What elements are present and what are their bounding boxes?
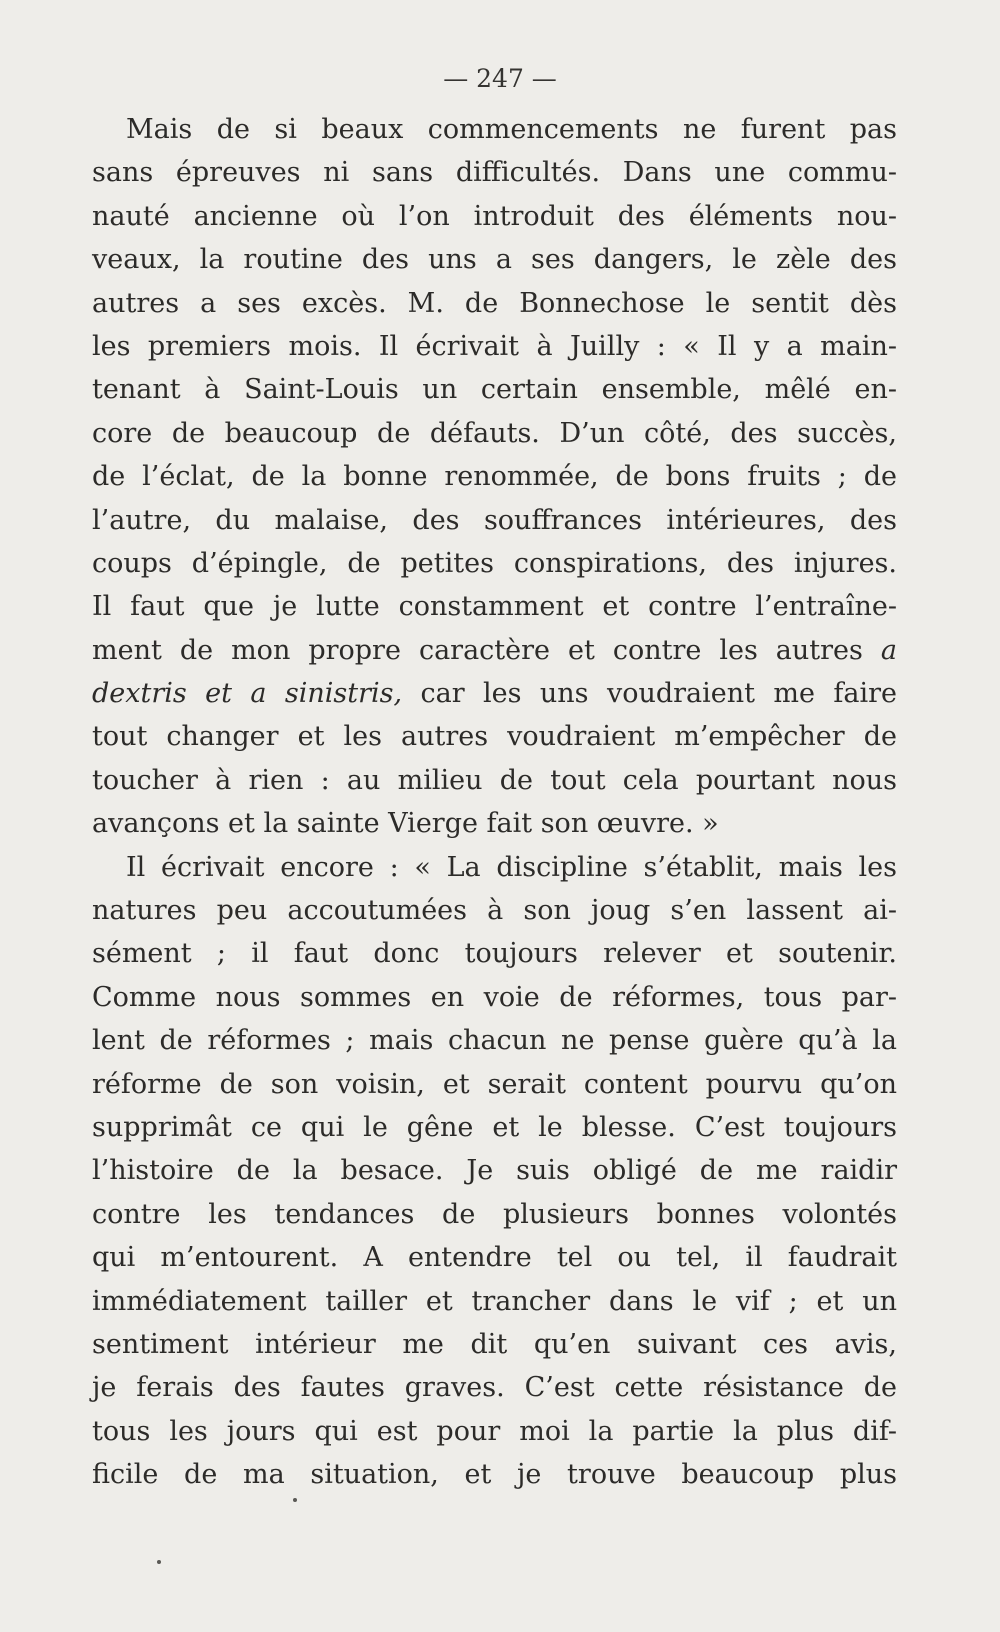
text-segment: ment de mon propre caractère et contre les autres <box>92 634 881 666</box>
text-line: nauté ancienne où l’on introduit des éléments nou- <box>92 200 897 232</box>
text-line: tenant à Saint-Louis un certain ensemble, mêlé en- <box>92 374 897 406</box>
text-line: supprimât ce qui le gêne et le blesse. C’est toujours <box>92 1111 897 1143</box>
text-line <box>92 672 897 715</box>
paper-speck <box>293 1498 297 1502</box>
latin-italic-text: dextris et a sinistris, <box>92 678 403 710</box>
text-line: contre les tendances de plusieurs bonnes volontés <box>92 1198 897 1230</box>
text-line: Il faut que je lutte constamment et contre l’entraîne- <box>92 591 897 623</box>
text-line: autres a ses excès. M. de Bonnechose le sentit dès <box>92 287 897 319</box>
page-number: — 247 — <box>443 64 557 93</box>
text-line: sément ; il faut donc toujours relever et soutenir. <box>92 938 897 970</box>
text-line: toucher à rien : au milieu de tout cela pourtant nous <box>92 764 897 796</box>
text-line: ficile de ma situation, et je trouve beaucoup plus <box>92 1459 897 1491</box>
text-line: coups d’épingle, de petites conspirations, des injures. <box>92 547 897 579</box>
text-line: lent de réformes ; mais chacun ne pense guère qu’à la <box>92 1025 897 1057</box>
text-line: veaux, la routine des uns a ses dangers, le zèle des <box>92 244 897 276</box>
text-line: Comme nous sommes en voie de réformes, tous par- <box>92 981 897 1013</box>
text-line: avançons et la sainte Vierge fait son œuvre. » <box>92 808 719 840</box>
text-line: natures peu accoutumées à son joug s’en lassent ai- <box>92 895 897 927</box>
text-line: Il écrivait encore : « La discipline s’établit, mais les <box>126 851 897 883</box>
text-line: qui m’entourent. A entendre tel ou tel, il faudrait <box>92 1242 897 1274</box>
text-line: immédiatement tailler et trancher dans le vif ; et un <box>92 1285 897 1317</box>
text-line: tous les jours qui est pour moi la partie la plus dif- <box>92 1415 897 1447</box>
text-line: tout changer et les autres voudraient m’empêcher de <box>92 721 897 753</box>
text-segment: car les uns voudraient me faire <box>402 678 897 710</box>
text-line: les premiers mois. Il écrivait à Juilly : « Il y a main- <box>92 330 897 362</box>
latin-italic-text: a <box>880 634 897 666</box>
text-line <box>92 629 897 672</box>
text-line: l’autre, du malaise, des souffrances intérieures, des <box>92 504 897 536</box>
text-line: sentiment intérieur me dit qu’en suivant ces avis, <box>92 1328 897 1360</box>
text-line: je ferais des fautes graves. C’est cette résistance de <box>92 1372 897 1404</box>
body-text <box>92 108 897 1497</box>
text-line: réforme de son voisin, et serait content pourvu qu’on <box>92 1068 897 1100</box>
text-line: Mais de si beaux commencements ne furent pas <box>126 114 897 145</box>
paper-speck <box>157 1560 161 1564</box>
text-line: core de beaucoup de défauts. D’un côté, des succès, <box>92 417 897 449</box>
text-line: de l’éclat, de la bonne renommée, de bons fruits ; de <box>92 461 897 493</box>
text-line: l’histoire de la besace. Je suis obligé de me raidir <box>92 1155 897 1187</box>
text-line: sans épreuves ni sans difficultés. Dans une commu- <box>92 157 897 189</box>
